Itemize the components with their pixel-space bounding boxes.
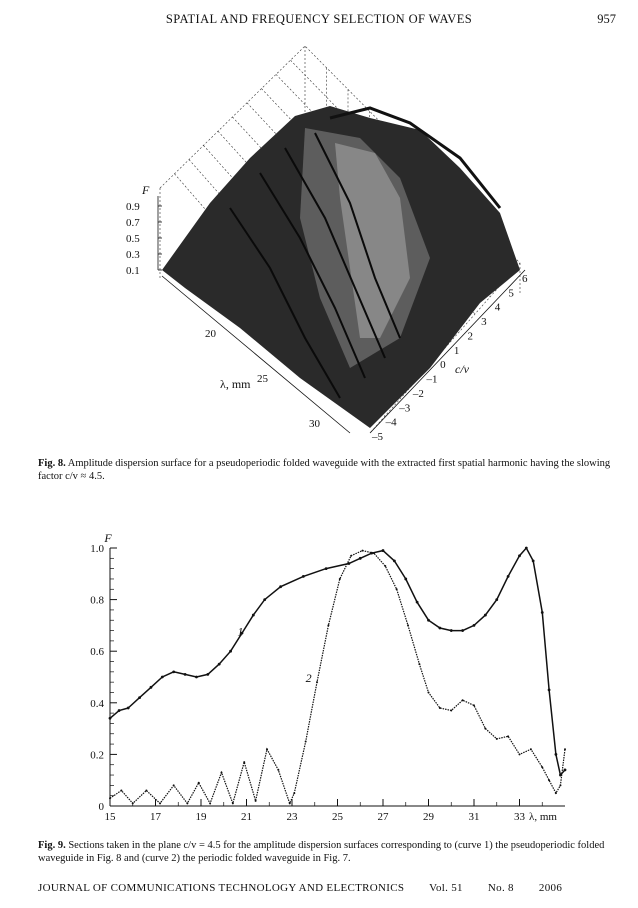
journal-name: JOURNAL OF COMMUNICATIONS TECHNOLOGY AND ELECTRONICS — [38, 882, 405, 894]
figure-9-caption-label: Fig. 9. — [38, 840, 66, 851]
figure-8-caption — [38, 458, 618, 483]
curve-2-point — [198, 782, 200, 784]
curve-2-point — [277, 769, 279, 771]
curve-1-point — [555, 753, 558, 756]
curve-2-point — [564, 748, 566, 750]
y-tick-label: 0 — [98, 801, 104, 813]
curve-1-point — [138, 696, 141, 699]
figure-8-caption-text: Amplitude dispersion surface for a pseudoperiodic folded waveguide with the extracted first spatial harmonic having the slowing factor c/v ≈ 4.5. — [38, 458, 611, 482]
cv-tick-label: 3 — [481, 316, 487, 329]
y-axis-label: F — [104, 531, 112, 545]
curve-2-point — [362, 550, 364, 552]
curve-2-point — [327, 624, 329, 626]
z-tick-label: 0.1 — [126, 265, 140, 277]
lambda-axis-label: λ, mm — [220, 377, 251, 391]
x-tick-label: 27 — [377, 811, 389, 823]
x-axis-label: λ, mm — [529, 811, 557, 823]
curve-2-point — [243, 761, 245, 763]
y-tick-label: 0.6 — [90, 646, 104, 659]
curve-2-point — [232, 802, 234, 804]
curve-1-point — [279, 585, 282, 588]
curve-2-point — [305, 741, 307, 743]
curve-2-point — [293, 792, 295, 794]
curve-2-point — [530, 748, 532, 750]
curve-1-point — [172, 670, 175, 673]
x-tick-label: 15 — [104, 811, 116, 823]
curve-1-point — [427, 619, 430, 622]
curve-2-point — [373, 552, 375, 554]
curve-2-point — [473, 704, 475, 706]
z-tick-label: 0.3 — [126, 249, 140, 261]
x-tick-label: 33 — [514, 811, 525, 823]
curve-1-point — [127, 707, 130, 710]
curve-2-annotation: 2 — [305, 671, 312, 686]
curve-2-point — [120, 790, 122, 792]
y-tick-label: 0.2 — [90, 749, 104, 762]
x-tick-label: 19 — [195, 811, 207, 823]
curve-2-point — [289, 802, 291, 804]
cv-axis-label: c/v — [455, 362, 469, 376]
curve-1-point — [150, 686, 153, 689]
journal-number: No. 8 — [487, 882, 514, 894]
z-tick-label: 0.5 — [126, 233, 140, 245]
curve-1-point — [184, 673, 187, 676]
z-axis-ticks — [126, 201, 162, 277]
z-tick-label: 0.9 — [126, 201, 140, 213]
cv-tick-label: 5 — [508, 287, 514, 300]
curve-1-point — [525, 547, 528, 550]
curve-2-point — [484, 728, 486, 730]
curve-2-point — [450, 710, 452, 712]
figure-9-line-chart — [70, 528, 580, 828]
curve-2-point — [396, 588, 398, 590]
cv-tick-label: –2 — [412, 387, 424, 400]
x-tick-label: 23 — [286, 811, 298, 823]
curve-1-point — [495, 598, 498, 601]
x-tick-label: 17 — [150, 811, 161, 823]
curve-2-point — [145, 790, 147, 792]
curve-2-point — [559, 784, 561, 786]
cv-tick-label: 6 — [522, 273, 528, 285]
x-tick-label: 21 — [241, 811, 252, 823]
curve-1-point — [206, 673, 209, 676]
chart-labels — [103, 531, 557, 823]
lambda-tick-label: 30 — [309, 418, 320, 430]
curve-1-point — [229, 650, 232, 653]
curve-2-point — [109, 797, 111, 799]
curve-2-point — [339, 578, 341, 580]
curve-1-point — [507, 575, 510, 578]
figure-8-surface-plot — [100, 38, 540, 448]
y-tick-label: 0.4 — [90, 697, 104, 710]
journal-footer — [38, 882, 618, 894]
curve-1-point — [438, 627, 441, 630]
x-tick-label: 29 — [423, 811, 434, 823]
chart-axes — [90, 543, 565, 823]
curve-2-point — [507, 735, 509, 737]
cv-tick-label: 4 — [494, 301, 501, 314]
page-number: 957 — [597, 12, 616, 26]
curve-2-point — [266, 748, 268, 750]
curve-2-point — [255, 800, 257, 802]
curve-2-point — [220, 771, 222, 773]
cv-tick-label: 0 — [440, 359, 446, 372]
curve-2-point — [428, 691, 430, 693]
curve-1-point — [484, 614, 487, 617]
curve-2-point — [519, 753, 521, 755]
cv-tick-label: 1 — [453, 344, 460, 357]
curve-2-point — [159, 802, 161, 804]
curve-1-line — [110, 548, 565, 775]
journal-volume: Vol. 51 — [429, 882, 463, 894]
curve-1-point — [218, 663, 221, 666]
curve-1-point — [450, 629, 453, 632]
cv-tick-label: –1 — [426, 373, 438, 386]
curve-1-point — [541, 611, 544, 614]
curve-2-point — [132, 802, 134, 804]
cv-tick-label: –3 — [399, 402, 411, 415]
figure-8-caption-label: Fig. 8. — [38, 458, 66, 469]
curve-1-point — [195, 676, 198, 679]
curve-1-point — [325, 567, 328, 570]
curve-2-point — [439, 707, 441, 709]
curve-2-point — [462, 699, 464, 701]
curve-2-point — [548, 779, 550, 781]
curve-2-point — [173, 784, 175, 786]
curve-2-point — [541, 766, 543, 768]
curve-2-point — [496, 738, 498, 740]
curve-2-point — [407, 624, 409, 626]
y-tick-label: 0.8 — [90, 594, 104, 607]
curve-2-point — [418, 663, 420, 665]
journal-year: 2006 — [538, 882, 563, 894]
cv-tick-label: 2 — [467, 330, 473, 343]
x-tick-label: 25 — [332, 811, 343, 823]
z-axis-label: F — [142, 183, 150, 197]
x-tick-label: 31 — [468, 811, 480, 823]
curve-1-point — [118, 709, 121, 712]
curve-1-annotation: 1 — [237, 624, 244, 639]
curve-2-point — [316, 681, 318, 683]
lambda-tick-label: 20 — [205, 328, 216, 340]
curve-2-point — [209, 802, 211, 804]
curve-1-point — [393, 560, 396, 563]
curve-1-point — [532, 560, 535, 563]
curve-1-point — [461, 629, 464, 632]
curve-1-point — [263, 598, 266, 601]
curve-1-point — [359, 557, 362, 560]
curve-2-point — [186, 802, 188, 804]
curve-2-point — [384, 565, 386, 567]
figure-9-caption-text: Sections taken in the plane c/v = 4.5 for the amplitude dispersion surfaces corresponding to (curve 1) the pseudoperiodic folded waveguide in Fig. 8 and (curve 2) the periodic folded waveguide in Fig. 7. — [38, 840, 605, 864]
y-tick-label: 1.0 — [90, 543, 104, 555]
curve-1-point — [382, 549, 385, 552]
cv-tick-label: –5 — [372, 431, 383, 443]
curve-1-point — [416, 601, 419, 604]
curve-1-point — [161, 676, 164, 679]
curve-1-point — [473, 624, 476, 627]
figure-9-caption — [38, 840, 618, 865]
curve-1-point — [252, 614, 255, 617]
curve-1-point — [518, 554, 521, 557]
lambda-tick-label: 25 — [257, 373, 268, 385]
running-header: SPATIAL AND FREQUENCY SELECTION OF WAVES — [165, 12, 473, 26]
curve-2-line — [110, 551, 565, 804]
z-tick-label: 0.7 — [126, 217, 140, 229]
curve-1-point — [564, 768, 567, 771]
curve-2-point — [350, 555, 352, 557]
curve-1-point — [302, 575, 305, 578]
curve-1-point — [548, 689, 551, 692]
chart-series — [109, 547, 567, 805]
curve-1-point — [404, 578, 407, 581]
cv-tick-label: –4 — [385, 416, 397, 429]
curve-1-point — [109, 717, 112, 720]
curve-2-point — [555, 792, 557, 794]
